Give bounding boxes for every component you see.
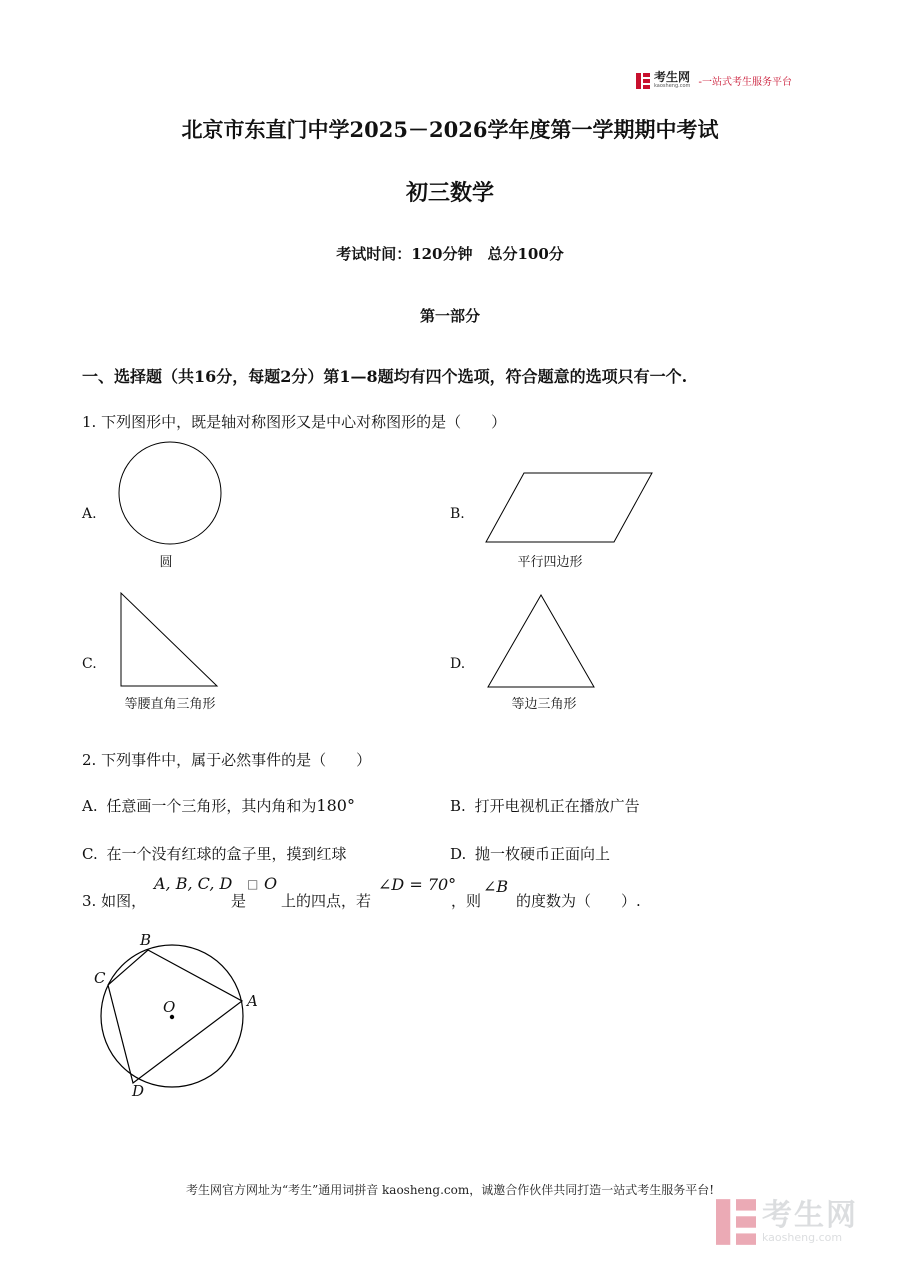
label-o: O: [163, 998, 176, 1016]
q2-option-a-letter: A.: [82, 797, 98, 815]
question-1-stem: 1. 下列图形中，既是轴对称图形又是中心对称图形的是（ ）: [82, 413, 507, 431]
logo-text: [654, 72, 690, 89]
question-3-mid: 上的四点，若: [281, 892, 372, 910]
parallelogram-figure: [480, 468, 660, 548]
kaosheng-logo-icon: [636, 73, 650, 89]
q2-option-b: [450, 795, 640, 816]
question-3-points: A, B, C, D: [154, 874, 233, 893]
slogan-text: 一站式考生服务平台: [702, 77, 793, 88]
question-3-suffix: 的度数为（ ）.: [516, 892, 641, 910]
label-a: A: [247, 992, 258, 1010]
footer-note: 考生网官方网址为“考生”通用词拼音 kaosheng.com，诚邀合作伙伴共同打造一站式考生服务平台!: [185, 1183, 715, 1197]
q2-option-c: [82, 843, 347, 864]
q1-option-d-caption: 等边三角形: [511, 697, 577, 712]
equilateral-triangle-figure: [482, 590, 602, 692]
question-2-stem: 2. 下列事件中，属于必然事件的是（ ）: [82, 751, 372, 769]
logo-slogan: -一站式考生服务平台: [698, 77, 793, 88]
logo-domain: kaosheng.com: [654, 83, 691, 89]
label-c: C: [94, 969, 106, 987]
q1-option-c-letter: C.: [82, 656, 97, 672]
watermark-name: 考生网: [762, 1198, 858, 1233]
section-heading: 一、选择题（共16分，每题2分）第1—8题均有四个选项，符合题意的选项只有一个.: [82, 367, 688, 386]
label-d: D: [132, 1082, 145, 1100]
part-heading: 第一部分: [419, 307, 480, 325]
watermark: [716, 1198, 858, 1246]
header-logo: [636, 72, 792, 89]
q2-option-c-letter: C.: [82, 845, 98, 863]
circle-figure: [116, 440, 226, 550]
question-3-circle-o: O: [264, 874, 278, 893]
q2-option-d: [450, 843, 610, 864]
subject-title: 初三数学: [405, 180, 494, 206]
watermark-text: [762, 1200, 858, 1244]
q2-option-a-text: 任意画一个三角形，其内角和为: [106, 797, 317, 815]
question-3-then: ，则: [451, 892, 482, 910]
question-3-ask: ∠B: [483, 877, 509, 896]
q2-option-c-text: 在一个没有红球的盒子里，摸到红球: [106, 845, 347, 863]
inscribed-quadrilateral-figure: [90, 928, 270, 1108]
question-3-condition: ∠D = 70°: [378, 875, 457, 894]
exam-time-info: 考试时间：120分钟 总分100分: [336, 245, 564, 263]
q1-option-c-caption: 等腰直角三角形: [124, 697, 216, 712]
q2-option-b-text: 打开电视机正在播放广告: [474, 797, 640, 815]
quadrilateral-abcd: [108, 950, 242, 1083]
question-3-prefix: 3. 如图，: [82, 892, 147, 910]
q2-option-d-letter: D.: [450, 845, 467, 863]
label-b: B: [140, 931, 152, 949]
watermark-logo-icon: [716, 1198, 756, 1246]
q1-option-a-caption: 圆: [159, 555, 173, 570]
q1-option-a-letter: A.: [82, 506, 97, 522]
q2-option-b-letter: B.: [450, 797, 466, 815]
logo-name: 考生网: [654, 70, 691, 84]
q2-option-a-math: 180°: [316, 796, 355, 815]
q1-option-b-letter: B.: [450, 506, 465, 522]
watermark-domain: kaosheng.com: [762, 1231, 843, 1244]
q2-option-d-text: 抛一枚硬币正面向上: [475, 845, 611, 863]
q1-option-d-letter: D.: [450, 656, 466, 672]
circle-symbol-box: □: [247, 877, 259, 891]
exam-title: 北京市东直门中学2025－2026学年度第一学期期中考试: [181, 117, 719, 142]
q1-option-b-caption: 平行四边形: [517, 555, 583, 570]
question-3-is: 是: [231, 892, 247, 910]
isosceles-right-triangle-figure: [116, 590, 226, 690]
q2-option-a: [82, 795, 355, 816]
